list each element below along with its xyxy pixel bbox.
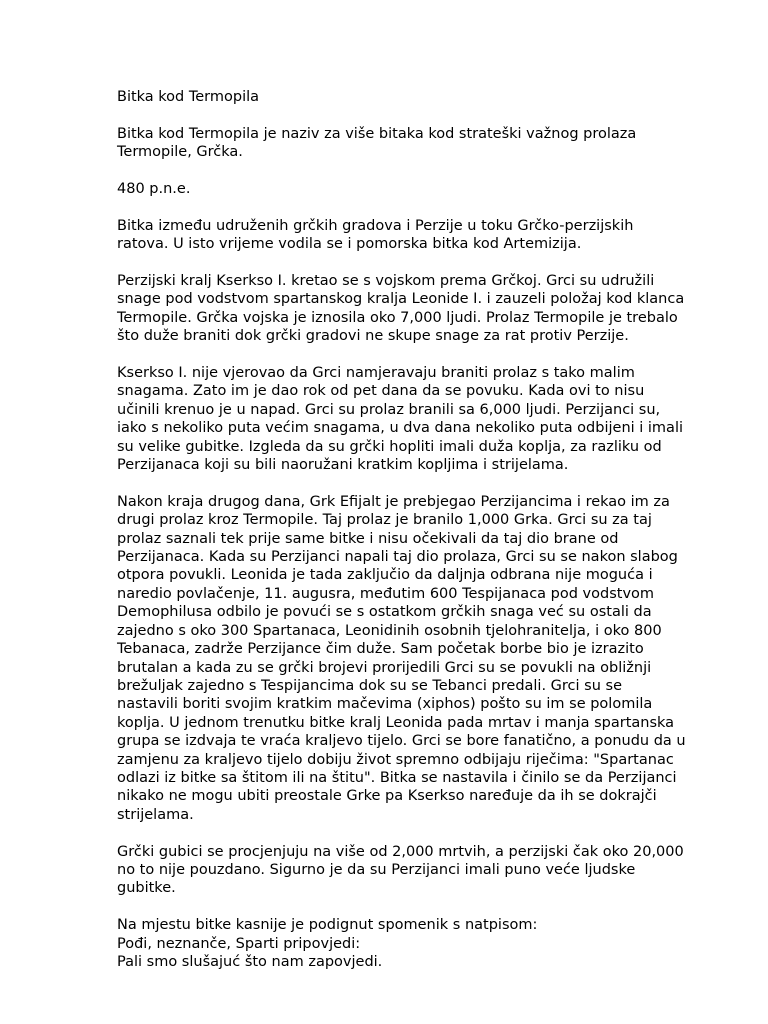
text-line: Grčki gubici se procjenjuju na više od 2,000 mrtvih, a perzijski čak oko 20,000 bbox=[117, 843, 684, 860]
text-line: prolaz saznali tek prije same bitke i nisu očekivali da taj dio brane od bbox=[117, 530, 619, 547]
text-line: Bitka između udruženih grčkih gradova i Perzije u toku Grčko-perzijskih bbox=[117, 217, 634, 234]
text-line: brutalan a kada zu se grčki brojevi prorijedili Grci su se povukli na obližnji bbox=[117, 659, 652, 676]
text-line: otpora povukli. Leonida je tada zaključio da daljnja odbrana nije moguća i bbox=[117, 567, 653, 584]
document-title bbox=[117, 88, 677, 106]
document-body bbox=[117, 88, 686, 990]
paragraph bbox=[117, 272, 685, 346]
text-line: ratova. U isto vrijeme vodila se i pomorska bitka kod Artemizija. bbox=[117, 236, 582, 253]
text-line: zajedno s oko 300 Spartanaca, Leonidinih osobnih tjelohranitelja, i oko 800 bbox=[117, 622, 662, 639]
paragraph bbox=[117, 125, 677, 162]
paragraph bbox=[117, 217, 677, 254]
text-line: Perzijski kralj Kserkso I. kretao se s vojskom prema Grčkoj. Grci su udružili bbox=[117, 273, 655, 289]
paragraph bbox=[117, 364, 684, 474]
text-line: naredio povlačenje, 11. augusra, međutim 600 Tespijanaca pod vodstvom bbox=[117, 585, 655, 602]
text-line: Na mjestu bitke kasnije je podignut spomenik s natpisom: bbox=[117, 917, 538, 934]
paragraph bbox=[117, 493, 686, 824]
text-line: nikako ne mogu ubiti preostale Grke pa Kserkso naređuje da ih se dokrajči bbox=[117, 788, 657, 805]
text-line: 480 p.n.e. bbox=[117, 181, 191, 197]
text-line: zamjenu za kraljevo tijelo dobiju život spremno odbijaju riječima: "Spartanac bbox=[117, 751, 674, 768]
text-line: iako s nekoliko puta većim snagama, u dva dana nekoliko puta odbijeni i imali bbox=[117, 420, 684, 437]
text-line: su velike gubitke. Izgleda da su grčki hopliti imali duža koplja, za razliku od bbox=[117, 438, 662, 455]
text-line: drugi prolaz kroz Termopile. Taj prolaz je branilo 1,000 Grka. Grci su za taj bbox=[117, 512, 652, 529]
text-line: Pođi, neznanče, Sparti pripovjedi: bbox=[117, 935, 361, 952]
text-line: Tebanaca, zadrže Perzijance čim duže. Sam početak borbe bio je izrazito bbox=[117, 641, 644, 658]
text-line: strijelama. bbox=[117, 806, 194, 823]
text-line: brežuljak zajedno s Tespijancima dok su se Tebanci predali. Grci su se bbox=[117, 677, 623, 694]
text-line: snage pod vodstvom spartanskog kralja Leonide I. i zauzeli položaj kod klanca bbox=[117, 291, 685, 308]
text-line: nastavili boriti svojim kratkim mačevima (xiphos) pošto su im se polomila bbox=[117, 696, 653, 713]
paragraph bbox=[117, 843, 684, 898]
text-line: učinili krenuo je u napad. Grci su prolaz branili sa 6,000 ljudi. Perzijanci su, bbox=[117, 401, 661, 418]
text-line: koplja. U jednom trenutku bitke kralj Leonida pada mrtav i manja spartanska bbox=[117, 714, 675, 731]
text-line: što duže braniti dok grčki gradovi ne skupe snage za rat protiv Perzije. bbox=[117, 328, 629, 345]
text-line: Pali smo slušajuć što nam zapovjedi. bbox=[117, 953, 383, 970]
text-line: Termopile, Grčka. bbox=[117, 144, 243, 161]
text-line: Perzijanaca. Kada su Perzijanci napali taj dio prolaza, Grci su se nakon slabog bbox=[117, 549, 678, 566]
text-line: odlazi iz bitke sa štitom ili na štitu". Bitka se nastavila i činilo se da Perzijanci bbox=[117, 769, 677, 786]
text-line: Demophilusa odbilo je povući se s ostatkom grčkih snaga već su ostali da bbox=[117, 604, 652, 621]
text-line: Kserkso I. nije vjerovao da Grci namjeravaju braniti prolaz s tako malim bbox=[117, 365, 635, 382]
text-line: Termopile. Grčka vojska je iznosila oko 7,000 ljudi. Prolaz Termopile je trebalo bbox=[117, 309, 678, 326]
paragraph bbox=[117, 180, 677, 198]
text-line: gubitke. bbox=[117, 880, 176, 897]
text-line: Perzijanaca koji su bili naoružani kratkim kopljima i strijelama. bbox=[117, 457, 569, 474]
text-line: snagama. Zato im je dao rok od pet dana da se povuku. Kada ovi to nisu bbox=[117, 383, 645, 400]
text-line: Bitka kod Termopila bbox=[117, 89, 260, 105]
text-line: Bitka kod Termopila je naziv za više bitaka kod strateški važnog prolaza bbox=[117, 125, 637, 142]
text-line: grupa se izdvaja te vraća kraljevo tijelo. Grci se bore fanatično, a ponudu da u bbox=[117, 733, 686, 750]
text-line: Nakon kraja drugog dana, Grk Efijalt je prebjegao Perzijancima i rekao im za bbox=[117, 493, 670, 510]
text-line: no to nije pouzdano. Sigurno je da su Perzijanci imali puno veće ljudske bbox=[117, 861, 636, 878]
paragraph bbox=[117, 916, 677, 971]
